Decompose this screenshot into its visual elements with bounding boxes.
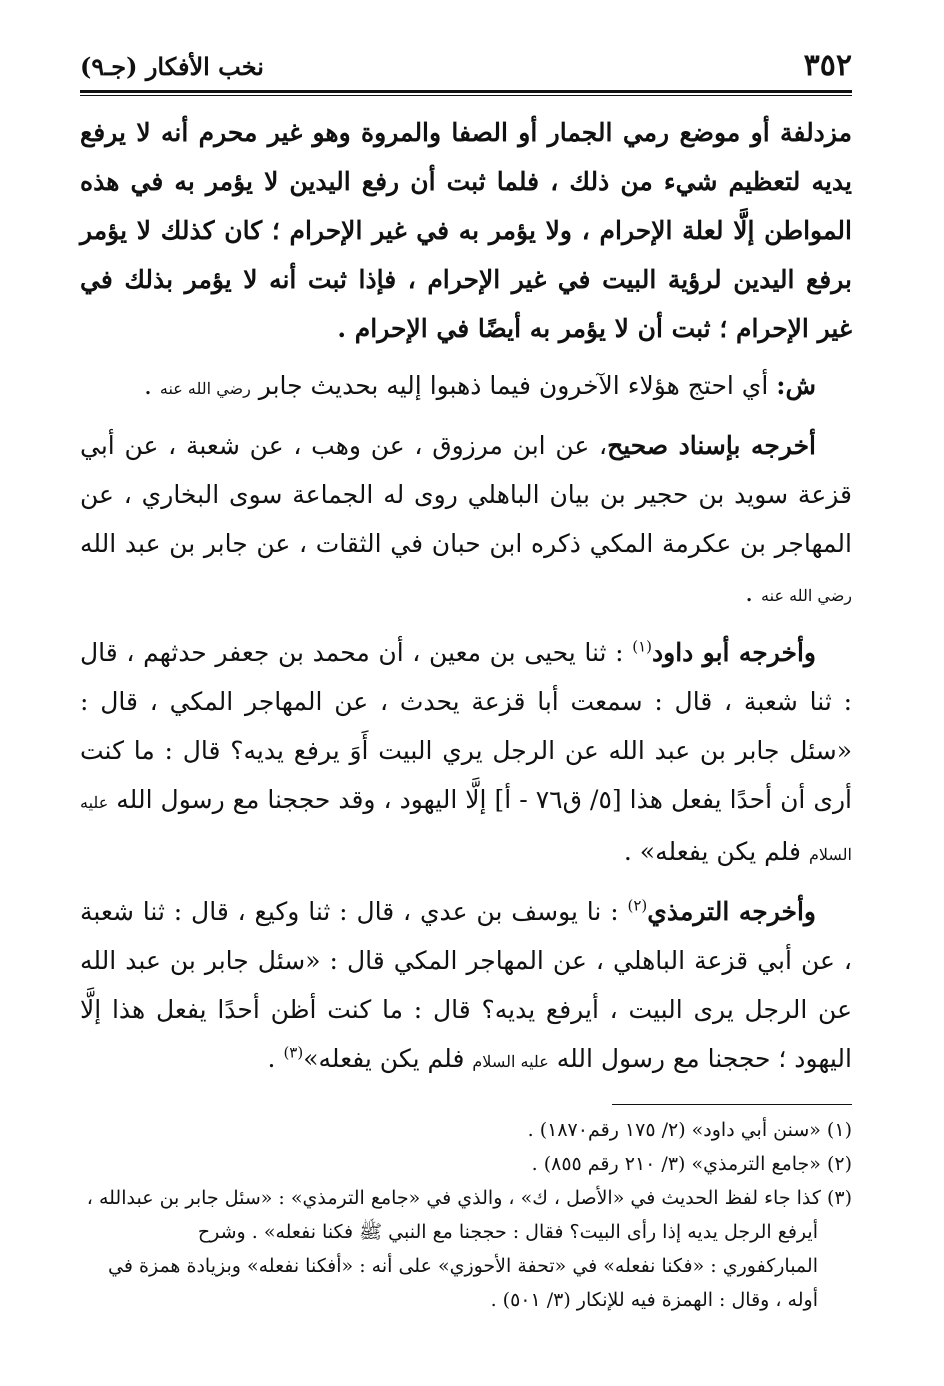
honorific-phrase: عليه السلام [80,793,852,864]
paragraph-5-end: . [267,1044,284,1073]
paragraph-2-end: . [143,371,160,400]
book-page [80,48,852,1317]
paragraph-1-line: لتعظيم شيء من ذلك ، فلما ثبت أن رفع اليدين لا يؤمر به في هذه المواطن إلَّا لعلة [80,167,852,245]
page-header [80,48,852,88]
honorific-phrase: رضي الله عنه [159,379,251,398]
honorific-phrase: رضي الله عنه [761,586,852,605]
paragraph-1 [80,108,852,353]
paragraph-5-text: : نا يوسف بن عدي ، قال : ثنا وكيع ، قال : ثنا شعبة ، عن أبي قزعة الباهلي ، عن المهاجر المكي قال : «سئل جابر بن عبد الله عن الرجل يرى البيت ، أيرفع يديه؟ قال : ما كنت أظن أحدًا يفعل هذا إلَّا اليهود ؛ حججنا مع رسول الله [80,897,852,1073]
paragraph-2-text: أي احتج هؤلاء الآخرون فيما ذهبوا إليه بحديث جابر [250,371,777,400]
paragraph-5-lead: وأخرجه الترمذي [647,897,816,926]
paragraph-4-text: : ثنا يحيى بن معين ، أن محمد بن جعفر حدثهم ، قال : ثنا شعبة ، قال : سمعت أبا قزعة يحدث ، عن المهاجر المكي ، قال : «سئل جابر بن عبد الله عن الرجل يري البيت أَوَ يرفع يديه؟ قال : ما كنت أرى أن أحدًا يفعل هذا [٥/ ق٧٦ - أ] إلَّا اليهود ، وقد حججنا مع رسول الله [80,638,852,814]
page-number: ٣٥٢ [803,48,852,83]
footnote-ref-2: (٢) [627,896,648,915]
footnote-3-line: (٣) كذا جاء لفظ الحديث في «الأصل ، ك» ، والذي في «جامع الترمذي» : «سئل جابر بن عبدالله ، [86,1187,852,1209]
paragraph-4-end: فلم يكن يفعله» . [623,837,809,866]
honorific-phrase: عليه السلام [472,1052,549,1071]
footnote-ref-3: (٣) [283,1043,304,1062]
paragraph-1-line: الإحرام ، ولا يؤمر به في غير الإحرام ؛ كان كذلك لا يؤمر برفع اليدين لرؤية البيت [80,216,852,294]
paragraph-5 [80,887,852,1086]
footnote-3-line: المباركفوري : «فكنا نفعله» في «تحفة الأحوزي» على أنه : «أفكنا نفعله» وبزيادة همزة في [108,1255,818,1277]
paragraph-5-mid: فلم يكن يفعله» [303,1044,473,1073]
paragraph-1-line: مزدلفة أو موضع رمي الجمار أو الصفا والمروة وهو غير محرم أنه لا يرفع يديه [80,118,852,196]
paragraph-4-lead: وأخرجه أبو داود [651,638,816,667]
paragraph-3 [80,421,852,620]
paragraph-1-line: في غير الإحرام ، فإذا ثبت أنه لا يؤمر بذلك في غير الإحرام ؛ ثبت أن لا يؤمر به [80,265,852,343]
footnote-3-line: أوله ، وقال : الهمزة فيه للإنكار (٣/ ٥٠١) . [490,1289,818,1311]
header-rule [80,90,852,96]
footnote-separator [612,1104,852,1105]
footnote-1: (١) «سنن أبي داود» (٢/ ١٧٥ رقم١٨٧٠) . [527,1119,852,1141]
paragraph-1-line: أيضًا في الإحرام . [337,314,522,343]
paragraph-3-end: . [745,578,762,607]
footnote-2: (٢) «جامع الترمذي» (٣/ ٢١٠ رقم ٨٥٥) . [531,1153,852,1175]
paragraph-4 [80,628,852,879]
footnote-3-line: أيرفع الرجل يديه إذا رأى البيت؟ فقال : حججنا مع النبي ﷺ فكنا نفعله» . وشرح [197,1221,818,1243]
paragraph-2 [80,361,852,413]
paragraph-3-lead: أخرجه بإسناد صحيح [607,431,816,460]
running-title: نخب الأفكار (جـ٩) [80,52,264,81]
commentary-marker: ش: [776,371,816,400]
footnote-ref-1: (١) [632,637,652,656]
paragraph-3-text: ، عن ابن مرزوق ، عن وهب ، عن شعبة ، عن أبي قزعة سويد بن حجير بن بيان الباهلي روى له الجماعة سوى البخاري ، عن المهاجر بن عكرمة المكي ذكره ابن حبان في الثقات ، عن جابر بن عبد الله [80,431,852,558]
